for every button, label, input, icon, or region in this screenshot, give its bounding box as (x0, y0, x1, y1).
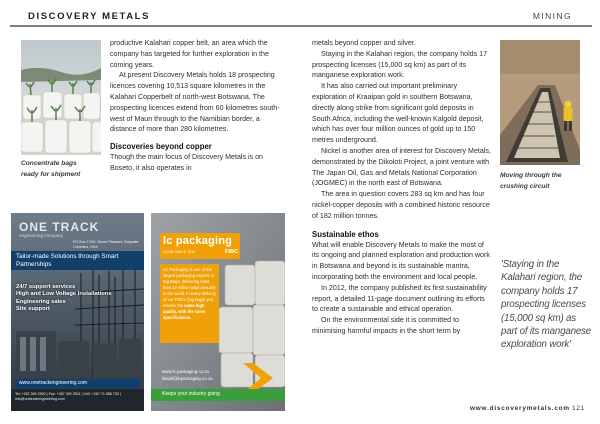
lc-packaging-blurb: LC Packaging is one of the largest packaging experts in Big Bags, delivering more than 13 million bags annually in the world. In every delivery of our FIBCs (big bags) you receive the same high quality, with the same specifications. (163, 267, 217, 320)
lc-packaging-email-link[interactable]: lisalaf@lcpackaging.co.za (162, 375, 213, 381)
paragraph: Nickel is another area of interest for Discovery Metals, demonstrated by the Dikoloti Project, a joint venture with The Japan Oil, Gas and Metals National Corporation (JOGMEC) in the north east of Botswana. (312, 146, 491, 188)
paragraph: Staying in the Kalahari region, the company holds 17 prospecting licenses (15,000 sq km) as part of its manganese exploration work. (312, 49, 488, 80)
paragraph: At present Discovery Metals holds 18 prospecting licences covering 10,513 square kilometres in the Kalahari Copperbelt of north-west Botswana. The prospecting licences extend from 60 kilometres south-west of Maun through to the Namibian border, a distance of more than 280 kilometres. (110, 71, 280, 134)
right-photo-caption: Moving through the crushing circuit (500, 172, 562, 190)
company-name: DISCOVERY METALS (28, 11, 151, 22)
lc-packaging-advert[interactable] (151, 213, 285, 411)
paragraph: metals beyond copper and silver. (312, 39, 416, 47)
lc-packaging-logo: lc packaging (163, 235, 233, 247)
one-track-website-link[interactable]: www.onetrackengineering.com (19, 380, 88, 386)
paragraph: In 2012, the company published its first sustainability report, a detailed 11-page document outlining its efforts to create a sustainable and ethical operation. (312, 283, 487, 314)
page-number: 121 (572, 405, 585, 412)
section-heading: Sustainable ethos (312, 229, 379, 239)
paragraph: What will enable Discovery Metals to make the most of its ongoing and planned exploration and production work in Botswana and beyond is its sustainable mantra, incorporating both the environment and local people. (312, 240, 490, 281)
paragraph: It has also carried out important preliminary exploration of Kraaipan gold in southern Botswana, directly along strike from significant gold deposits in South Africa, including the well-known Kalgold deposit, which has over four million ounces of gold up to 150 metres underground. (312, 82, 484, 145)
one-track-postal-address: PO Box 2 000, Mount Pleasant, Brigadier Cummins, Glen (73, 240, 139, 249)
section-label: MINING (532, 11, 572, 21)
lc-packaging-website-link[interactable]: www.lc-packaging.co.za (162, 369, 209, 374)
crushing-circuit-photo (500, 40, 580, 165)
footer-website[interactable]: www.discoverymetals.com (470, 405, 570, 412)
service-item: High and Low Voltage Installations (16, 291, 112, 298)
article-column-2 (312, 38, 492, 337)
paragraph: Though the main focus of Discovery Metals is on Boseto, it also operates in (110, 153, 263, 172)
fibc-label: FIBC (225, 249, 239, 255)
one-track-logo: ONE TRACK (19, 220, 100, 234)
section-heading: Discoveries beyond copper (110, 142, 212, 152)
paragraph: On the environmental side it is committed to minimising harmful impacts in the short term by (312, 316, 461, 335)
one-track-tagline: engineering company (19, 233, 63, 238)
one-track-contact-details: Tel: +267 390 2500 | Fax: +267 390 2501 | Cell: +267 71 556 733 | info@onetrackengineering.com (15, 392, 121, 401)
one-track-banner-text: Tailor-made Solutions through Smart Partnerships (16, 253, 119, 268)
article-column-1 (110, 38, 288, 174)
service-item: Engineering sales (16, 298, 66, 305)
lc-packaging-contact (162, 369, 252, 382)
one-track-services-list (16, 284, 136, 314)
lc-packaging-slogan: Keeps your industry going (162, 391, 220, 397)
service-item: 24/7 support services (16, 284, 76, 290)
pull-quote: 'Staying in the Kalahari region, the company holds 17 prospecting licenses (15,000 sq km) as part of its manganese exploration work' (501, 259, 592, 351)
concentrate-bags-photo (21, 40, 101, 155)
service-item: Site support (16, 306, 50, 313)
one-track-advert[interactable] (11, 213, 144, 411)
paragraph: The area in question covers 283 sq km and has four nickel-copper deposits with a combined historic resource of 182 million tonnes. (312, 190, 490, 220)
left-photo-caption: Concentrate bags ready for shipment (21, 160, 81, 178)
page-header (10, 8, 592, 27)
paragraph: productive Kalahari copper belt, an area which the company has targeted for further exploration in the coming years. (110, 39, 269, 69)
lc-packaging-logo-sub: LOYAL SINCE 1919 (163, 250, 196, 254)
